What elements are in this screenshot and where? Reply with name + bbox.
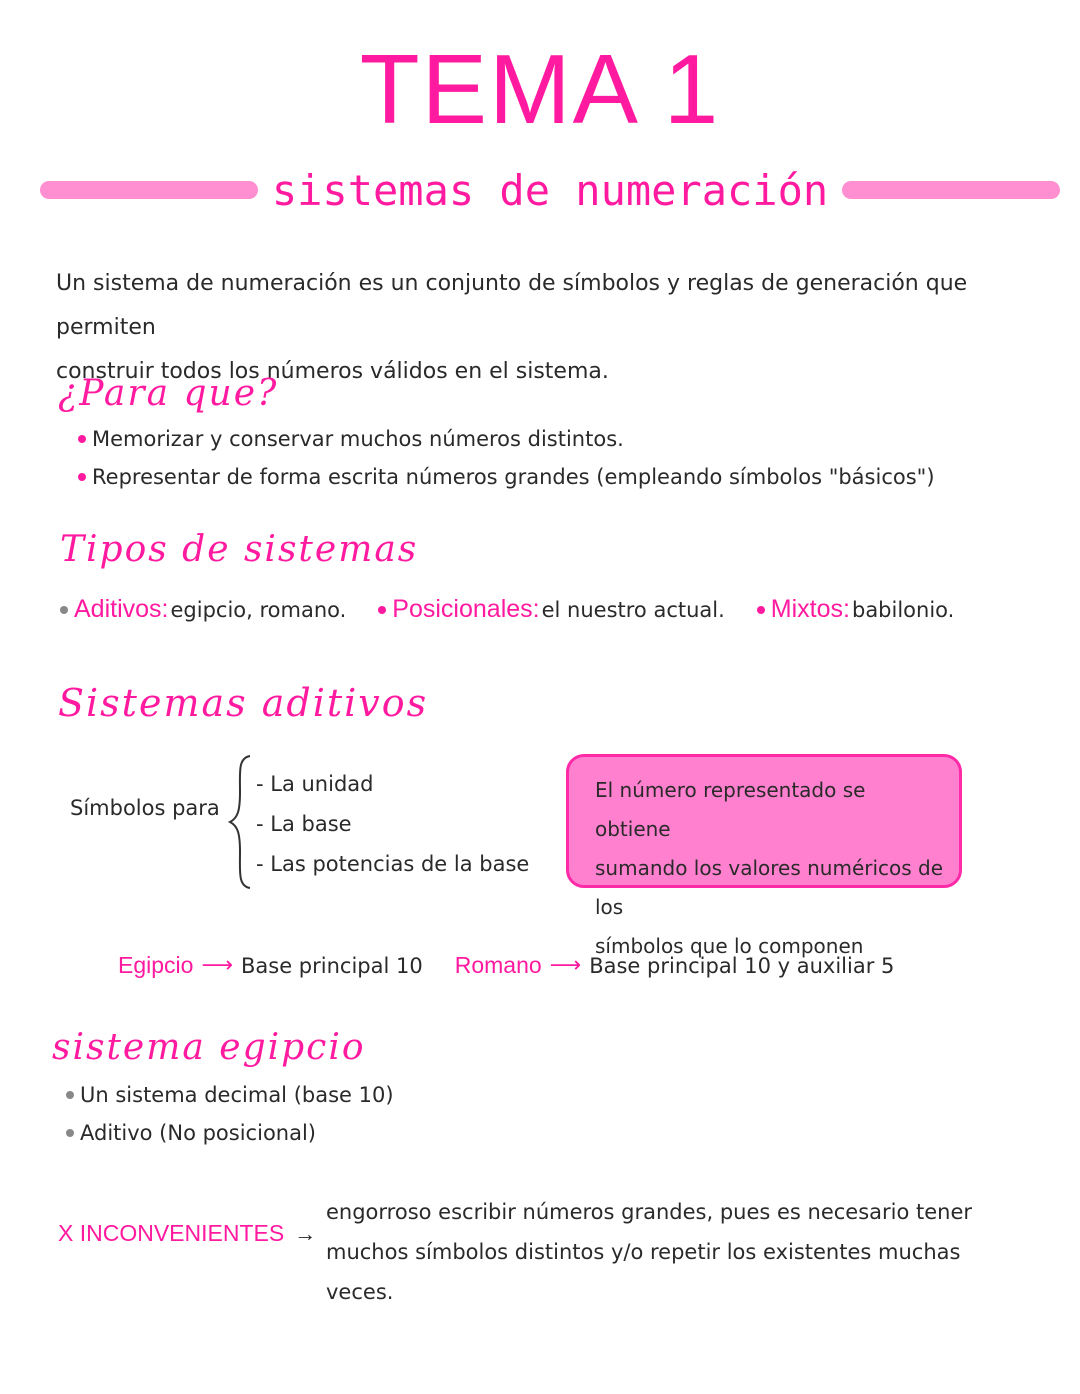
page-subtitle: sistemas de numeración bbox=[271, 165, 829, 215]
left-decorative-bar bbox=[40, 181, 258, 199]
egipcio-heading: sistema egipcio bbox=[52, 1027, 366, 1068]
bases-row bbox=[118, 952, 894, 979]
list-item: Un sistema decimal (base 10) bbox=[66, 1076, 394, 1114]
symbol-item-potencias: - Las potencias de la base bbox=[256, 852, 530, 876]
list-item: Aditivo (No posicional) bbox=[66, 1114, 394, 1152]
egipcio-list bbox=[66, 1076, 394, 1152]
intro-line-2: construir todos los números válidos en el sistema. bbox=[56, 359, 609, 384]
para-que-heading: ¿Para que? bbox=[58, 373, 279, 414]
symbol-item-unidad: - La unidad bbox=[256, 772, 374, 796]
right-decorative-bar bbox=[842, 181, 1060, 199]
box-line-3: símbolos que lo componen bbox=[595, 934, 864, 958]
bullet-icon bbox=[66, 1091, 74, 1099]
page-title: TEMA 1 bbox=[359, 34, 721, 144]
symbols-list bbox=[256, 764, 529, 884]
tipos-heading: Tipos de sistemas bbox=[60, 529, 419, 570]
egipcio-label: Egipcio bbox=[118, 952, 194, 978]
arrow-right-icon: → bbox=[294, 1220, 317, 1246]
incon-line-2: muchos símbolos distintos y/o repetir los existentes muchas bbox=[326, 1240, 961, 1264]
incon-line-1: engorroso escribir números grandes, pues es necesario tener bbox=[326, 1200, 973, 1224]
bullet-icon bbox=[78, 473, 86, 481]
inconvenientes-text bbox=[326, 1192, 996, 1312]
romano-label: Romano bbox=[454, 952, 542, 978]
arrow-right-icon: ⟶ bbox=[549, 953, 582, 978]
tipo-posicionales: Posicionales: el nuestro actual. bbox=[378, 595, 725, 624]
symbol-item-base: - La base bbox=[256, 812, 352, 836]
bullet-icon bbox=[78, 435, 86, 443]
aditivos-heading: Sistemas aditivos bbox=[58, 681, 429, 725]
list-item: Memorizar y conservar muchos números distintos. bbox=[78, 420, 935, 458]
arrow-right-icon: ⟶ bbox=[201, 953, 233, 978]
bullet-icon bbox=[378, 606, 386, 614]
intro-line-1: Un sistema de numeración es un conjunto de símbolos y reglas de generación que permiten bbox=[56, 271, 968, 340]
definition-box bbox=[566, 754, 962, 958]
brace-icon bbox=[228, 752, 256, 892]
bullet-icon bbox=[757, 606, 765, 614]
romano-base: Base principal 10 y auxiliar 5 bbox=[589, 953, 895, 978]
box-line-1: El número representado se obtiene bbox=[595, 778, 866, 841]
tipo-aditivos: Aditivos: egipcio, romano. bbox=[60, 595, 346, 624]
bullet-icon bbox=[60, 606, 68, 614]
bullet-icon bbox=[66, 1129, 74, 1137]
symbols-label: Símbolos para bbox=[70, 796, 220, 820]
inconvenientes-label: X INCONVENIENTES → bbox=[58, 1220, 317, 1246]
list-item: Representar de forma escrita números grandes (empleando símbolos "básicos") bbox=[78, 458, 935, 496]
subtitle-row bbox=[40, 160, 1060, 220]
incon-line-3: veces. bbox=[326, 1280, 394, 1304]
box-line-2: sumando los valores numéricos de los bbox=[595, 856, 944, 919]
para-que-list bbox=[78, 420, 935, 496]
egipcio-base: Base principal 10 bbox=[240, 953, 423, 978]
tipo-mixtos: Mixtos: babilonio. bbox=[757, 595, 955, 624]
tipos-row bbox=[60, 595, 1060, 624]
